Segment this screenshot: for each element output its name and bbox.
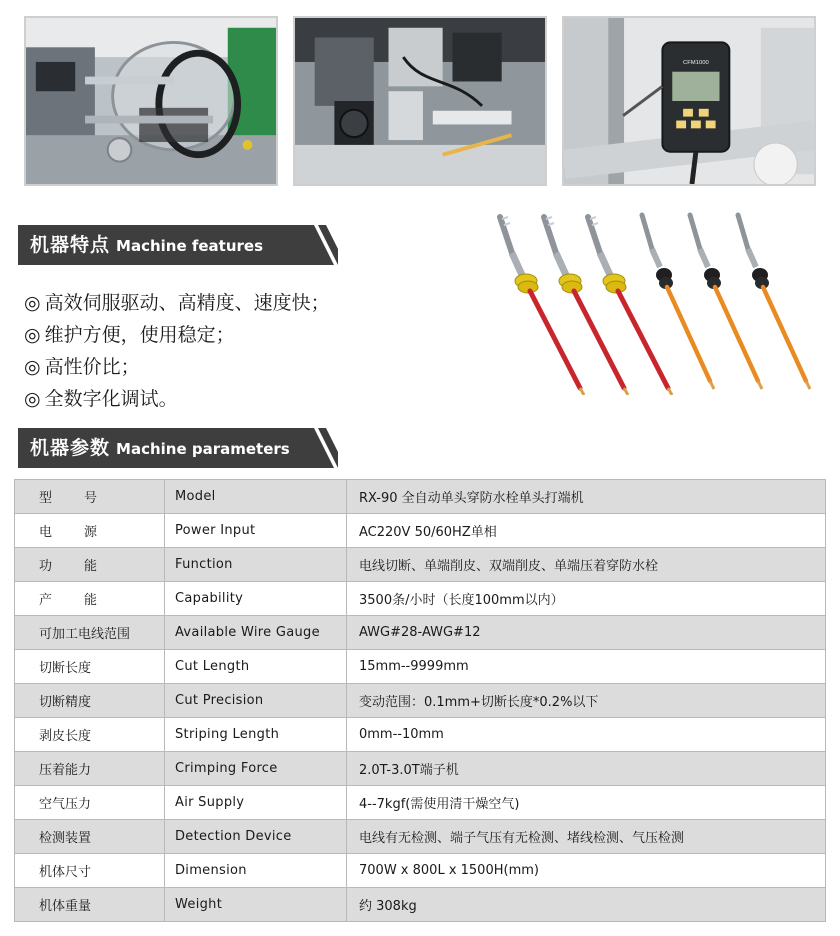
table-row bbox=[15, 684, 826, 718]
param-cn-label: 电 源 bbox=[15, 514, 165, 548]
param-en-label: Crimping Force bbox=[165, 752, 347, 786]
crimped-terminal-samples bbox=[490, 205, 820, 395]
table-row bbox=[15, 786, 826, 820]
feature-text: 高效伺服驱动、高精度、速度快； bbox=[44, 292, 330, 314]
parameters-section-header bbox=[18, 428, 338, 468]
param-value: RX-90 全自动单头穿防水栓单头打端机 bbox=[347, 480, 826, 514]
param-en-label: Cut Length bbox=[165, 650, 347, 684]
table-row bbox=[15, 650, 826, 684]
table-row bbox=[15, 854, 826, 888]
table-row bbox=[15, 548, 826, 582]
param-value: 0mm--10mm bbox=[347, 718, 826, 752]
machine-photo-mechanism bbox=[293, 16, 547, 186]
feature-marker: ◎ bbox=[24, 356, 41, 378]
table-row bbox=[15, 514, 826, 548]
table-row bbox=[15, 616, 826, 650]
param-value: AWG#28-AWG#12 bbox=[347, 616, 826, 650]
param-en-label: Air Supply bbox=[165, 786, 347, 820]
param-en-label: Detection Device bbox=[165, 820, 347, 854]
param-value: 约 308kg bbox=[347, 888, 826, 922]
param-cn-label: 切断精度 bbox=[15, 684, 165, 718]
feature-marker: ◎ bbox=[24, 292, 41, 314]
feature-text: 维护方便，使用稳定； bbox=[44, 324, 235, 346]
param-cn-label: 切断长度 bbox=[15, 650, 165, 684]
machine-photo-monitor bbox=[562, 16, 816, 186]
table-row bbox=[15, 582, 826, 616]
param-en-label: Striping Length bbox=[165, 718, 347, 752]
parameters-table bbox=[14, 479, 826, 922]
feature-text: 高性价比； bbox=[44, 356, 140, 378]
table-row bbox=[15, 888, 826, 922]
param-value: 700W x 800L x 1500H(mm) bbox=[347, 854, 826, 888]
param-cn-label: 剥皮长度 bbox=[15, 718, 165, 752]
table-row bbox=[15, 752, 826, 786]
table-row bbox=[15, 820, 826, 854]
param-en-label: Model bbox=[165, 480, 347, 514]
param-en-label: Dimension bbox=[165, 854, 347, 888]
features-header-en: Machine features bbox=[116, 237, 264, 255]
param-cn-label: 型 号 bbox=[15, 480, 165, 514]
features-list bbox=[24, 287, 330, 415]
params-header-en: Machine parameters bbox=[116, 440, 290, 458]
monitor-device-label: CFM1000 bbox=[682, 59, 709, 66]
param-value: 2.0T-3.0T端子机 bbox=[347, 752, 826, 786]
param-en-label: Function bbox=[165, 548, 347, 582]
param-value: 电线切断、单端削皮、双端削皮、单端压着穿防水栓 bbox=[347, 548, 826, 582]
param-cn-label: 机体尺寸 bbox=[15, 854, 165, 888]
param-cn-label: 空气压力 bbox=[15, 786, 165, 820]
param-cn-label: 机体重量 bbox=[15, 888, 165, 922]
param-cn-label: 检测装置 bbox=[15, 820, 165, 854]
param-en-label: Power Input bbox=[165, 514, 347, 548]
feature-item bbox=[24, 319, 330, 351]
param-value: 电线有无检测、端子气压有无检测、堵线检测、气压检测 bbox=[347, 820, 826, 854]
param-en-label: Capability bbox=[165, 582, 347, 616]
param-cn-label: 产 能 bbox=[15, 582, 165, 616]
features-header-cn: 机器特点 bbox=[30, 234, 111, 256]
feature-text: 全数字化调试。 bbox=[44, 388, 178, 410]
param-value: AC220V 50/60HZ单相 bbox=[347, 514, 826, 548]
param-value: 4--7kgf(需使用清干燥空气) bbox=[347, 786, 826, 820]
feature-marker: ◎ bbox=[24, 324, 41, 346]
param-en-label: Cut Precision bbox=[165, 684, 347, 718]
feature-item bbox=[24, 351, 330, 383]
table-row bbox=[15, 718, 826, 752]
machine-photo-drum bbox=[24, 16, 278, 186]
param-value: 变动范围：0.1mm+切断长度*0.2%以下 bbox=[347, 684, 826, 718]
features-section-header bbox=[18, 225, 338, 265]
param-en-label: Available Wire Gauge bbox=[165, 616, 347, 650]
feature-item bbox=[24, 383, 330, 415]
param-value: 15mm--9999mm bbox=[347, 650, 826, 684]
feature-item bbox=[24, 287, 330, 319]
feature-marker: ◎ bbox=[24, 388, 41, 410]
param-cn-label: 功 能 bbox=[15, 548, 165, 582]
param-cn-label: 压着能力 bbox=[15, 752, 165, 786]
param-value: 3500条/小时（长度100mm以内） bbox=[347, 582, 826, 616]
param-cn-label: 可加工电线范围 bbox=[15, 616, 165, 650]
table-row bbox=[15, 480, 826, 514]
params-header-cn: 机器参数 bbox=[30, 437, 111, 459]
param-en-label: Weight bbox=[165, 888, 347, 922]
